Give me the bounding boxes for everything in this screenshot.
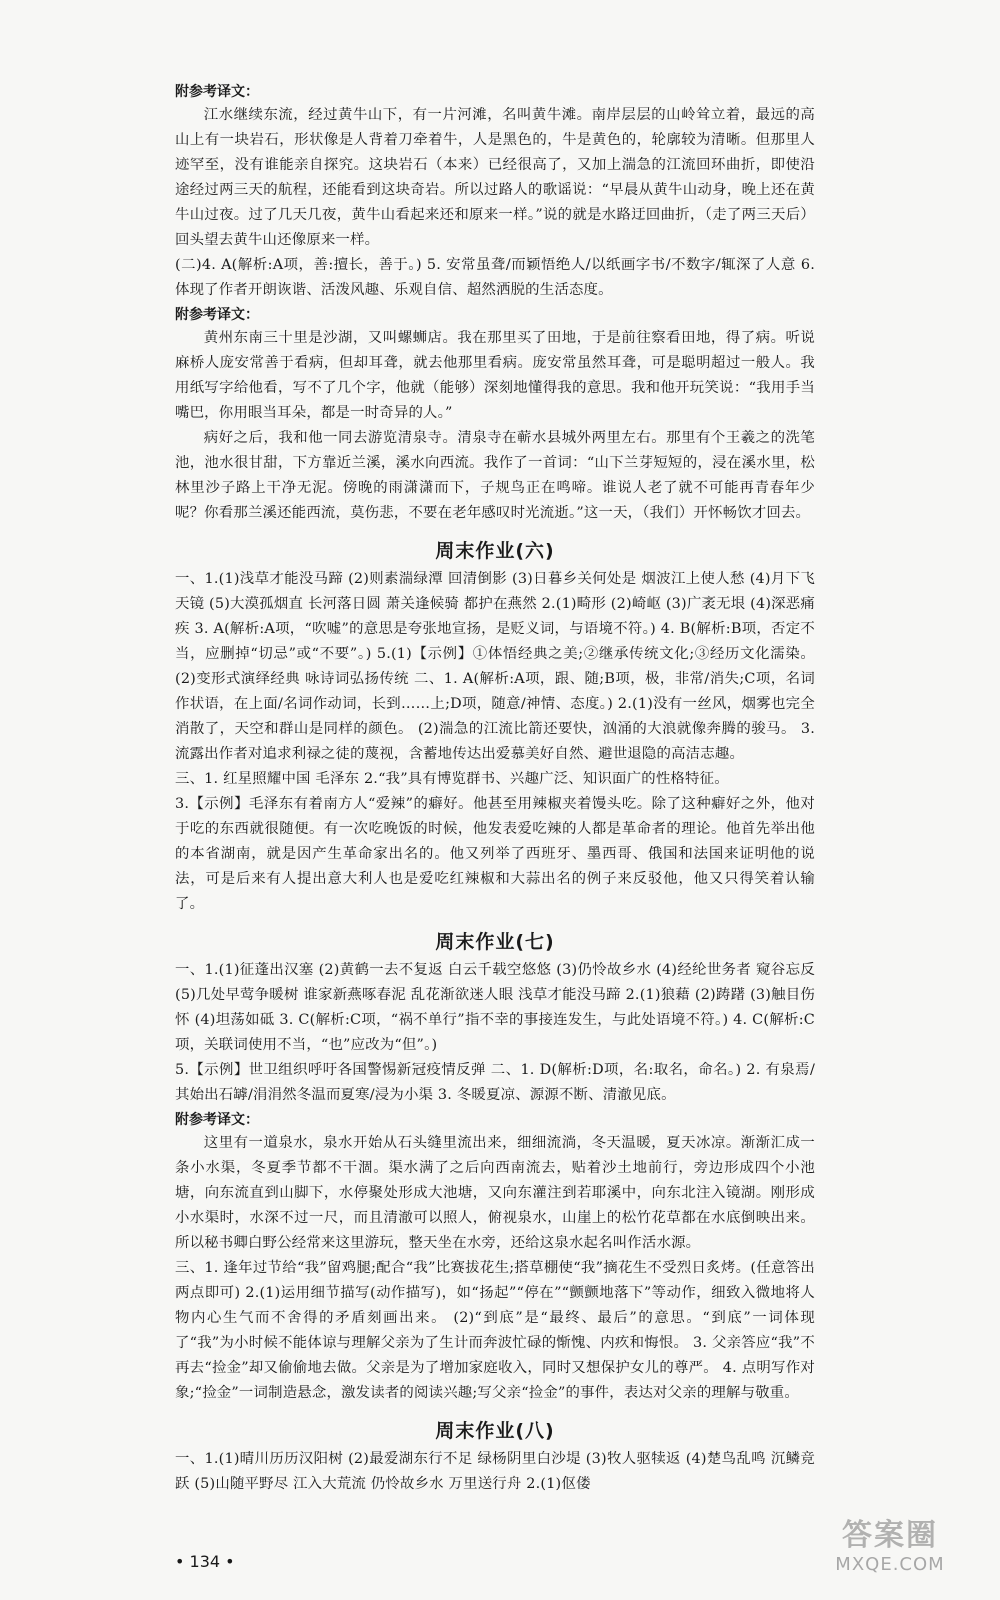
answers-weekend-6-example: 3.【示例】毛泽东有着南方人“爱辣”的癖好。他甚至用辣椒夹着馒头吃。除了这种癖好之外，他对于吃的东西就很随便。有一次吃晚饭的时候，他发表爱吃辣的人都是革命者的理论。他首先举出他的本省湖南，就是因产生革命家出名的。他又列举了西班牙、墨西哥、俄国和法国来证明他的说法，可是后来有人提出意大利人也是爱吃红辣椒和大蒜出名的例子来反驳他，他又只得笑着认输了。 xyxy=(175,796,815,912)
watermark-top: 答案圈 xyxy=(842,1518,938,1553)
translation-pang-anchang: 黄州东南三十里是沙湖，又叫螺蛳店。我在那里买了田地，于是前往察看田地，得了病。听说麻桥人庞安常善于看病，但却耳聋，就去他那里看病。庞安常虽然耳聋，可是聪明超过一般人。我用纸写字给他看，写不了几个字，他就（能够）深刻地懂得我的意思。我和他开玩笑说：“我用手当嘴巴，你用眼当耳朵，都是一时奇异的人。” xyxy=(175,330,815,421)
heading-weekend-8: 周末作业(八) xyxy=(435,1420,555,1442)
translation-huangniu: 江水继续东流，经过黄牛山下，有一片河滩，名叫黄牛滩。南岸层层的山岭耸立着，最远的高山上有一块岩石，形状像是人背着刀牵着牛，人是黑色的，牛是黄色的，轮廓较为清晰。但那里人迹罕至，没有谁能亲自探究。这块岩石（本来）已经很高了，又加上湍急的江流回环曲折，即使沿途经过两三天的航程，还能看到这块奇岩。所以过路人的歌谣说：“早晨从黄牛山动身，晚上还在黄牛山过夜。过了几天几夜，黄牛山看起来还和原来一样。”说的就是水路迂回曲折，（走了两三天后）回头望去黄牛山还像原来一样。 xyxy=(175,107,815,248)
ref-translation-label: 附参考译文： xyxy=(175,1112,259,1128)
translation-qingquan-temple: 病好之后，我和他一同去游览清泉寺。清泉寺在蕲水县城外两里左右。那里有个王羲之的洗笔池，池水很甘甜，下方靠近兰溪，溪水向西流。我作了一首词：“山下兰芽短短的，浸在溪水里，松林里沙子路上干净无泥。傍晚的雨潇潇而下，子规鸟正在鸣啼。谁说人老了就不可能再青春年少呢？你看那兰溪还能西流，莫伤悲，不要在老年感叹时光流逝。”这一天，（我们）开怀畅饮才回去。 xyxy=(175,430,815,521)
page-number: • 134 • xyxy=(175,1552,235,1571)
watermark-url: MXQE.COM xyxy=(835,1554,945,1575)
translation-spring-water: 这里有一道泉水，泉水开始从石头缝里流出来，细细流淌，冬天温暖，夏天冰凉。渐渐汇成一条小水渠，冬夏季节都不干涸。渠水满了之后向西南流去，贴着沙土地前行，旁边形成四个小池塘，向东流直到山脚下，水停聚处形成大池塘，又向东灌注到若耶溪中，向东北注入镜湖。刚形成小水渠时，水深不过一尺，而且清澈可以照人，俯视泉水，山崖上的松竹花草都在水底倒映出来。所以秘书卿白野公经常来这里游玩，整天坐在水旁，还给这泉水起名叫作活水源。 xyxy=(175,1135,815,1251)
ref-translation-label: 附参考译文： xyxy=(175,84,259,100)
ref-translation-label: 附参考译文： xyxy=(175,307,259,323)
answers-weekend-7-part-2: 5.【示例】世卫组织呼吁各国警惕新冠疫情反弹 二、1. D(解析:D项，名:取名，命名。) 2. 有泉焉/其始出石罅/涓涓然冬温而夏寒/浸为小渠 3. 冬暖夏凉、源源不断、清澈见底。 xyxy=(175,1062,815,1103)
answers-weekend-8-part-1: 一、1.(1)晴川历历汉阳树 (2)最爱湖东行不足 绿杨阴里白沙堤 (3)牧人驱犊返 (4)楚鸟乱鸣 沉鳞竞跃 (5)山随平野尽 江入大荒流 仍怜故乡水 万里送行舟 2.(1)伛偻 xyxy=(175,1451,815,1492)
answers-weekend-6-part-1: 一、1.(1)浅草才能没马蹄 (2)则素湍绿潭 回清倒影 (3)日暮乡关何处是 烟波江上使人愁 (4)月下飞天镜 (5)大漠孤烟直 长河落日圆 萧关逢候骑 都护在燕然 2.(1)畸形 (2)崎岖 (3)广袤无垠 (4)深恶痛疾 3. A(解析:A项，“吹嘘”的意思是夸张地宣扬，是贬义词，与语境不符。) 4. B(解析:B项，否定不当，应删掉“切忌”或“不要”。) 5.(1)【示例】①体悟经典之美;②继承传统文化;③经历文化濡染。 (2)变形式演绎经典 咏诗词弘扬传统 二、1. A(解析:A项，跟、随;B项，极，非常/消失;C项，名词作状语，在上面/名词作动词，长到……上;D项，随意/神情、态度。) 2.(1)没有一丝风，烟雾也完全消散了，天空和群山是同样的颜色。 (2)湍急的江流比箭还要快，汹涌的大浪就像奔腾的骏马。 3. 流露出作者对追求利禄之徒的蔑视，含蓄地传达出爱慕美好自然、避世退隐的高洁志趣。 xyxy=(175,571,815,762)
answer-content xyxy=(175,80,815,1497)
answers-weekend-6-part-3: 三、1. 红星照耀中国 毛泽东 2.“我”具有博览群书、兴趣广泛、知识面广的性格特征。 xyxy=(175,771,729,787)
answers-weekend-7-part-3: 三、1. 逢年过节给“我”留鸡腿;配合“我”比赛拔花生;搭草棚使“我”摘花生不受烈日炙烤。(任意答出两点即可) 2.(1)运用细节描写(动作描写)，如“扬起”“停在”“颤颤地落下”等动作，细致入微地将人物内心生气而不舍得的矛盾刻画出来。 (2)“到底”是“最终、最后”的意思。“到底”一词体现了“我”为小时候不能体谅与理解父亲为了生计而奔波忙碌的惭愧、内疚和悔恨。 3. 父亲答应“我”不再去“捡金”却又偷偷地去做。父亲是为了增加家庭收入，同时又想保护女儿的尊严。 4. 点明写作对象;“捡金”一词制造悬念，激发读者的阅读兴趣;写父亲“捡金”的事件，表达对父亲的理解与敬重。 xyxy=(175,1260,815,1401)
answers-weekend-7-part-1: 一、1.(1)征蓬出汉塞 (2)黄鹤一去不复返 白云千载空悠悠 (3)仍怜故乡水 (4)经纶世务者 窥谷忘反 (5)几处早莺争暖树 谁家新燕啄春泥 乱花渐欲迷人眼 浅草才能没马蹄 2.(1)狼藉 (2)踌躇 (3)触目伤怀 (4)坦荡如砥 3. C(解析:C项，“祸不单行”指不幸的事接连发生，与此处语境不符。) 4. C(解析:C项，关联词使用不当，“也”应改为“但”。) xyxy=(175,962,815,1053)
heading-weekend-6: 周末作业(六) xyxy=(435,540,555,562)
answers-section-2: (二)4. A(解析:A项，善:擅长，善于。) 5. 安常虽聋/而颖悟绝人/以纸画字书/不数字/辄深了人意 6. 体现了作者开朗诙谐、活泼风趣、乐观自信、超然洒脱的生活态度。 xyxy=(175,257,815,298)
watermark-logo xyxy=(805,1510,975,1575)
heading-weekend-7: 周末作业(七) xyxy=(435,931,555,953)
